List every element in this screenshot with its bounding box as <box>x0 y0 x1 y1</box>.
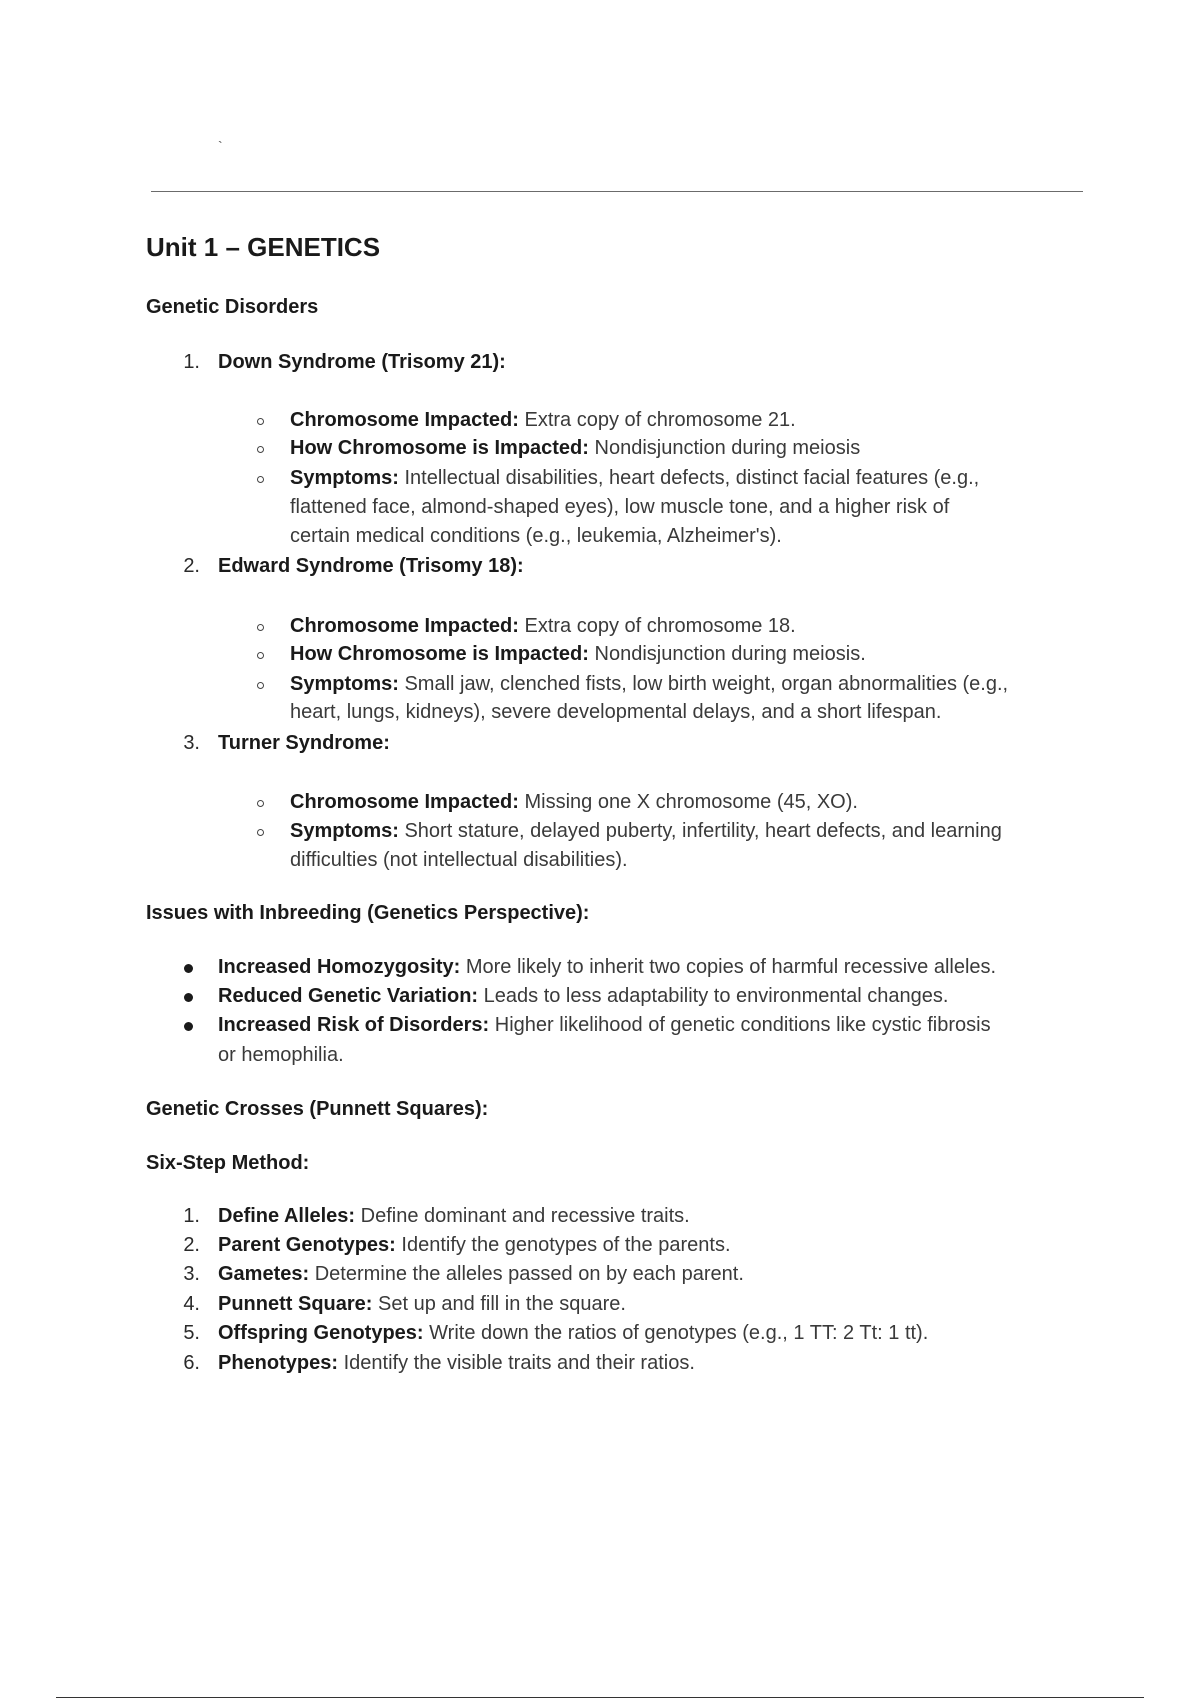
disorder-title-edward-syndrome: Edward Syndrome (Trisomy 18): <box>218 555 524 577</box>
inbreeding-item: Increased Risk of Disorders: Higher likelihood of genetic conditions like cystic fibrosis <box>218 1014 991 1036</box>
disorder-title-turner-syndrome: Turner Syndrome: <box>218 732 390 754</box>
circle-bullet <box>257 682 264 689</box>
step-number: 4. <box>183 1293 200 1315</box>
disorder-number: 1. <box>183 351 200 373</box>
disc-bullet <box>184 964 193 973</box>
step-item: Punnett Square: Set up and fill in the square. <box>218 1293 626 1315</box>
genetic-disorders-heading: Genetic Disorders <box>146 296 319 318</box>
detail-line: How Chromosome is Impacted: Nondisjunction during meiosis. <box>290 643 866 665</box>
inbreeding-item: Reduced Genetic Variation: Leads to less adaptability to environmental changes. <box>218 985 949 1007</box>
step-item: Define Alleles: Define dominant and recessive traits. <box>218 1205 690 1227</box>
step-item: Gametes: Determine the alleles passed on by each parent. <box>218 1263 744 1285</box>
disorder-number: 2. <box>183 555 200 577</box>
disorder-title-down-syndrome: Down Syndrome (Trisomy 21): <box>218 351 506 373</box>
circle-bullet <box>257 446 264 453</box>
step-number: 6. <box>183 1352 200 1374</box>
detail-line-continuation: heart, lungs, kidneys), severe developmental delays, and a short lifespan. <box>290 701 942 723</box>
page-mark: ` <box>218 138 223 154</box>
six-step-method-heading: Six-Step Method: <box>146 1152 310 1174</box>
circle-bullet <box>257 829 264 836</box>
detail-line-continuation: certain medical conditions (e.g., leukemia, Alzheimer's). <box>290 525 782 547</box>
detail-line: Symptoms: Small jaw, clenched fists, low birth weight, organ abnormalities (e.g., <box>290 673 1009 695</box>
circle-bullet <box>257 418 264 425</box>
detail-line-continuation: flattened face, almond-shaped eyes), low muscle tone, and a higher risk of <box>290 496 950 518</box>
detail-line: Chromosome Impacted: Extra copy of chromosome 18. <box>290 615 796 637</box>
step-item: Parent Genotypes: Identify the genotypes of the parents. <box>218 1234 731 1256</box>
bottom-divider <box>56 1697 1144 1698</box>
detail-line: Chromosome Impacted: Extra copy of chromosome 21. <box>290 409 796 431</box>
disorder-number: 3. <box>183 732 200 754</box>
step-number: 3. <box>183 1263 200 1285</box>
top-divider <box>151 191 1083 192</box>
detail-line: Symptoms: Short stature, delayed puberty, infertility, heart defects, and learning <box>290 820 1002 842</box>
step-item: Phenotypes: Identify the visible traits and their ratios. <box>218 1352 695 1374</box>
circle-bullet <box>257 800 264 807</box>
step-item: Offspring Genotypes: Write down the ratios of genotypes (e.g., 1 TT: 2 Tt: 1 tt). <box>218 1322 929 1344</box>
inbreeding-item: Increased Homozygosity: More likely to inherit two copies of harmful recessive alleles. <box>218 956 997 978</box>
genetic-crosses-heading: Genetic Crosses (Punnett Squares): <box>146 1098 489 1120</box>
inbreeding-item-continuation: or hemophilia. <box>218 1044 344 1066</box>
disc-bullet <box>184 993 193 1002</box>
step-number: 1. <box>183 1205 200 1227</box>
detail-line: Chromosome Impacted: Missing one X chromosome (45, XO). <box>290 791 858 813</box>
step-number: 2. <box>183 1234 200 1256</box>
inbreeding-heading: Issues with Inbreeding (Genetics Perspective): <box>146 902 590 924</box>
detail-line: Symptoms: Intellectual disabilities, heart defects, distinct facial features (e.g., <box>290 467 980 489</box>
disc-bullet <box>184 1022 193 1031</box>
document-title: Unit 1 – GENETICS <box>146 232 381 262</box>
circle-bullet <box>257 624 264 631</box>
circle-bullet <box>257 652 264 659</box>
detail-line: How Chromosome is Impacted: Nondisjunction during meiosis <box>290 437 861 459</box>
step-number: 5. <box>183 1322 200 1344</box>
circle-bullet <box>257 476 264 483</box>
detail-line-continuation: difficulties (not intellectual disabilities). <box>290 849 628 871</box>
